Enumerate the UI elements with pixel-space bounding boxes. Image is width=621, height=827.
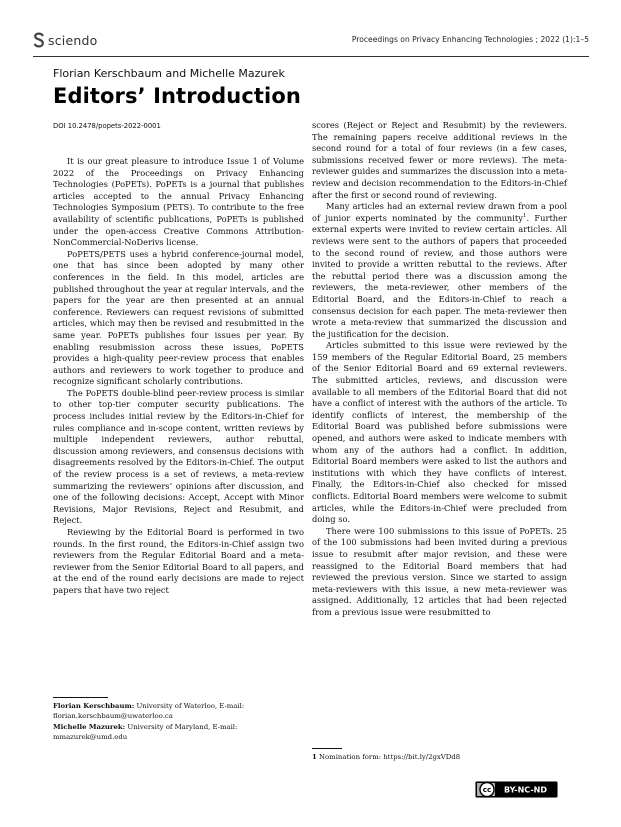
cc-icon-text: cc	[482, 785, 492, 795]
paragraph: Reviewing by the Editorial Board is performed in two rounds. In the first round, the Editors-in-Chief assign two reviewers from the Regular Editorial Board and a meta-reviewer from the Senior Editorial Board to all papers, and at the end of the round early decisions are made to reject papers that have two reject	[53, 527, 304, 595]
paragraph: scores (Reject or Reject and Resubmit) by the reviewers. The remaining papers receive additional reviews in the second round for a total of four reviews (in a few cases, submissions received fewer or more reviews). The meta-reviewer guides and summarizes the discussion into a meta-review and decision recommendation to the Editors-in-Chief after the first or second round of reviewing.	[312, 120, 567, 200]
article-authors: Florian Kerschbaum and Michelle Mazurek	[53, 67, 285, 80]
footnote-marker: 1	[522, 212, 527, 219]
page-header	[33, 32, 589, 54]
footnote-number: 1	[312, 753, 317, 761]
affiliation-name: Michelle Mazurek:	[53, 723, 126, 731]
logo-text: sciendo	[48, 32, 98, 48]
paragraph-text: Many articles had an external review drawn from a pool of junior experts nominated by the community	[312, 201, 567, 223]
publisher-logo	[33, 32, 97, 48]
affiliation	[53, 723, 304, 742]
article-title: Editors’ Introduction	[53, 84, 301, 108]
affiliation-text: University of Waterloo, E-mail: florian.kerschbaum@uwaterloo.ca	[53, 702, 245, 720]
footnote-text: Nomination form: https://bit.ly/2gxVDd8	[316, 753, 461, 761]
affiliation-text: University of Maryland, E-mail: mmazurek@umd.edu	[53, 723, 238, 741]
journal-reference: Proceedings on Privacy Enhancing Technologies ; 2022 (1):1–5	[351, 35, 589, 44]
right-column	[312, 120, 567, 617]
license-label: BY-NC-ND	[503, 785, 548, 795]
affiliation-rule	[53, 697, 108, 698]
affiliation-name: Florian Kerschbaum:	[53, 702, 135, 710]
paragraph-text: . Further external experts were invited to review certain articles. All reviews were sent to the authors of papers that proceeded to the second round of review, and those authors were invited to provide a written rebuttal to the reviews. After the rebuttal period there was a discussion among the reviewers, the meta-reviewer, other members of the Editorial Board, and the Editors-in-Chief to reach a consensus decision for each paper. The meta-reviewer then wrote a meta-review that summarized the discussion and the justification for the decision.	[312, 212, 567, 339]
paragraph: PoPETS/PETS uses a hybrid conference-journal model, one that has since been adopted by many other conferences in the field. In this model, articles are published throughout the year at regular intervals, and the papers for the year are then presented at an annual conference. Reviewers can request revisions of submitted articles, which may then be revised and resubmitted in the same year. PoPETs publishes four issues per year. By enabling resubmission across these issues, PoPETS provides a high-quality peer-review process that enables authors and reviewers to work together to produce and recognize significant scholarly contributions.	[53, 248, 304, 387]
left-column	[53, 156, 304, 596]
footnote	[312, 753, 460, 761]
paragraph: The PoPETS double-blind peer-review process is similar to other top-tier computer security publications. The process includes initial review by the Editors-in-Chief for rules compliance and in-scope content, written reviews by multiple independent reviewers, author rebuttal, discussion among reviewers, and consensus decisions with disagreements resolved by the Editors-in-Chief. The output of the review process is a set of reviews, a meta-review summarizing the reviewers’ opinions after discussion, and one of the following decisions: Accept, Accept with Minor Revisions, Major Revisions, Reject and Resubmit, and Reject.	[53, 387, 304, 526]
affiliation	[53, 702, 304, 721]
header-rule	[33, 56, 589, 57]
cc-license-badge	[475, 781, 558, 798]
sciendo-logo-icon	[33, 32, 45, 48]
paragraph: It is our great pleasure to introduce Issue 1 of Volume 2022 of the Proceedings on Privacy Enhancing Technologies (PoPETs). PoPETs is a journal that publishes articles accepted to the annual Privacy Enhancing Technologies Symposium (PETS). To contribute to the free availability of scientific publications, PoPETs is published under the open-access Creative Commons Attribution-NonCommercial-NoDerivs license.	[53, 156, 304, 248]
paragraph	[312, 201, 567, 340]
footnote-rule	[312, 748, 342, 749]
paragraph: There were 100 submissions to this issue of PoPETs. 25 of the 100 submissions had been invited during a previous issue to resubmit after major revision, and these were reassigned to the Editorial Board members that had reviewed the previous version. Since we started to assign meta-reviewers with this issue, a new meta-reviewer was assigned. Additionally, 12 articles that had been rejected from a previous issue were resubmitted to	[312, 525, 567, 617]
paragraph: Articles submitted to this issue were reviewed by the 159 members of the Regular Editorial Board, 25 members of the Senior Editorial Board and 69 external reviewers. The submitted articles, reviews, and discussion were available to all members of the Editorial Board that did not have a conflict of interest with the authors of the article. To identify conflicts of interest, the membership of the Editorial Board was published before submissions were opened, and authors were asked to indicate members with whom any of the authors had a conflict. In addition, Editorial Board members were asked to list the authors and institutions with which they have conflicts of interest. Finally, the Editors-in-Chief also checked for missed conflicts. Editorial Board members were welcome to submit articles, while the Editors-in-Chief were precluded from doing so.	[312, 340, 567, 525]
article-doi: DOI 10.2478/popets-2022-0001	[53, 122, 161, 130]
